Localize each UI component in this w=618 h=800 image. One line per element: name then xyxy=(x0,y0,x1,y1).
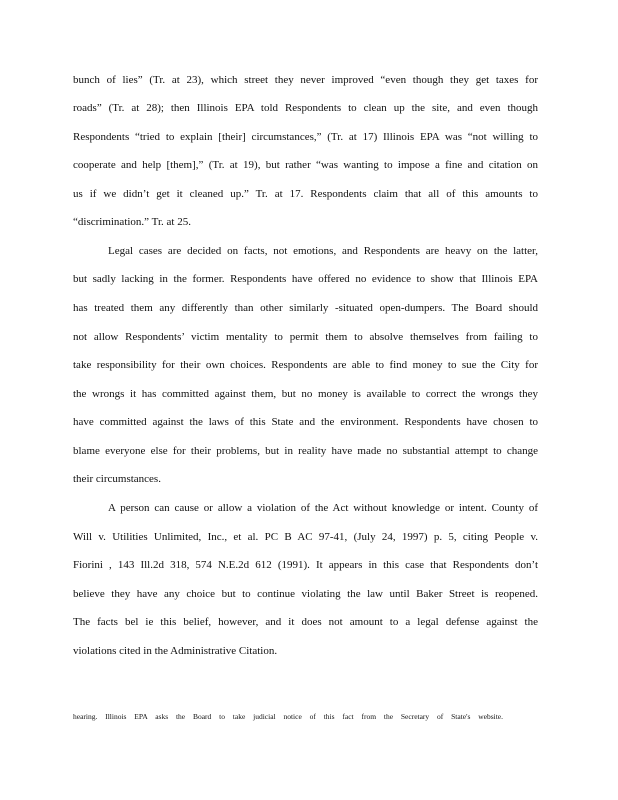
paragraph-first-line: A person can cause or allow a violation of the Act without knowledge or intent. County of xyxy=(108,502,538,514)
body-text-line: the wrongs it has committed against them, but no money is available to correct the wrongs they xyxy=(73,388,538,400)
body-text-line: their circumstances. xyxy=(73,473,161,485)
body-text-line: not allow Respondents’ victim mentality to permit them to absolve themselves from failing to xyxy=(73,331,538,343)
body-text-line: bunch of lies” (Tr. at 23), which street they never improved “even though they get taxes for xyxy=(73,74,538,86)
body-text-line: The facts bel ie this belief, however, and it does not amount to a legal defense against the xyxy=(73,616,538,628)
body-text-line: blame everyone else for their problems, but in reality have made no substantial attempt to change xyxy=(73,445,538,457)
body-text-line: Will v. Utilities Unlimited, Inc., et al. PC B AC 97-41, (July 24, 1997) p. 5, citing People v. xyxy=(73,531,538,543)
body-text-line: Fiorini , 143 Ill.2d 318, 574 N.E.2d 612 (1991). It appears in this case that Respondents don’t xyxy=(73,559,538,571)
body-text-line: us if we didn’t get it cleaned up.” Tr. at 17. Respondents claim that all of this amounts to xyxy=(73,188,538,200)
body-text-line: has treated them any differently than other similarly -situated open-dumpers. The Board should xyxy=(73,302,538,314)
body-text-line: cooperate and help [them],” (Tr. at 19), but rather “was wanting to impose a fine and citation on xyxy=(73,159,538,171)
body-text-line: take responsibility for their own choices. Respondents are able to find money to sue the City for xyxy=(73,359,538,371)
footnote-text: hearing. Illinois EPA asks the Board to take judicial notice of this fact from the Secretary of State's website. xyxy=(73,712,503,721)
body-text-line: “discrimination.” Tr. at 25. xyxy=(73,216,191,228)
body-text-line: Respondents “tried to explain [their] circumstances,” (Tr. at 17) Illinois EPA was “not willing to xyxy=(73,131,538,143)
body-text-line: have committed against the laws of this State and the environment. Respondents have chosen to xyxy=(73,416,538,428)
body-text-line: violations cited in the Administrative Citation. xyxy=(73,645,278,657)
body-text-line: believe they have any choice but to continue violating the law until Baker Street is reopened. xyxy=(73,588,538,600)
paragraph-first-line: Legal cases are decided on facts, not emotions, and Respondents are heavy on the latter, xyxy=(108,245,538,257)
body-text-line: roads” (Tr. at 28); then Illinois EPA told Respondents to clean up the site, and even though xyxy=(73,102,538,114)
body-text-line: but sadly lacking in the former. Respondents have offered no evidence to show that Illinois EPA xyxy=(73,273,538,285)
